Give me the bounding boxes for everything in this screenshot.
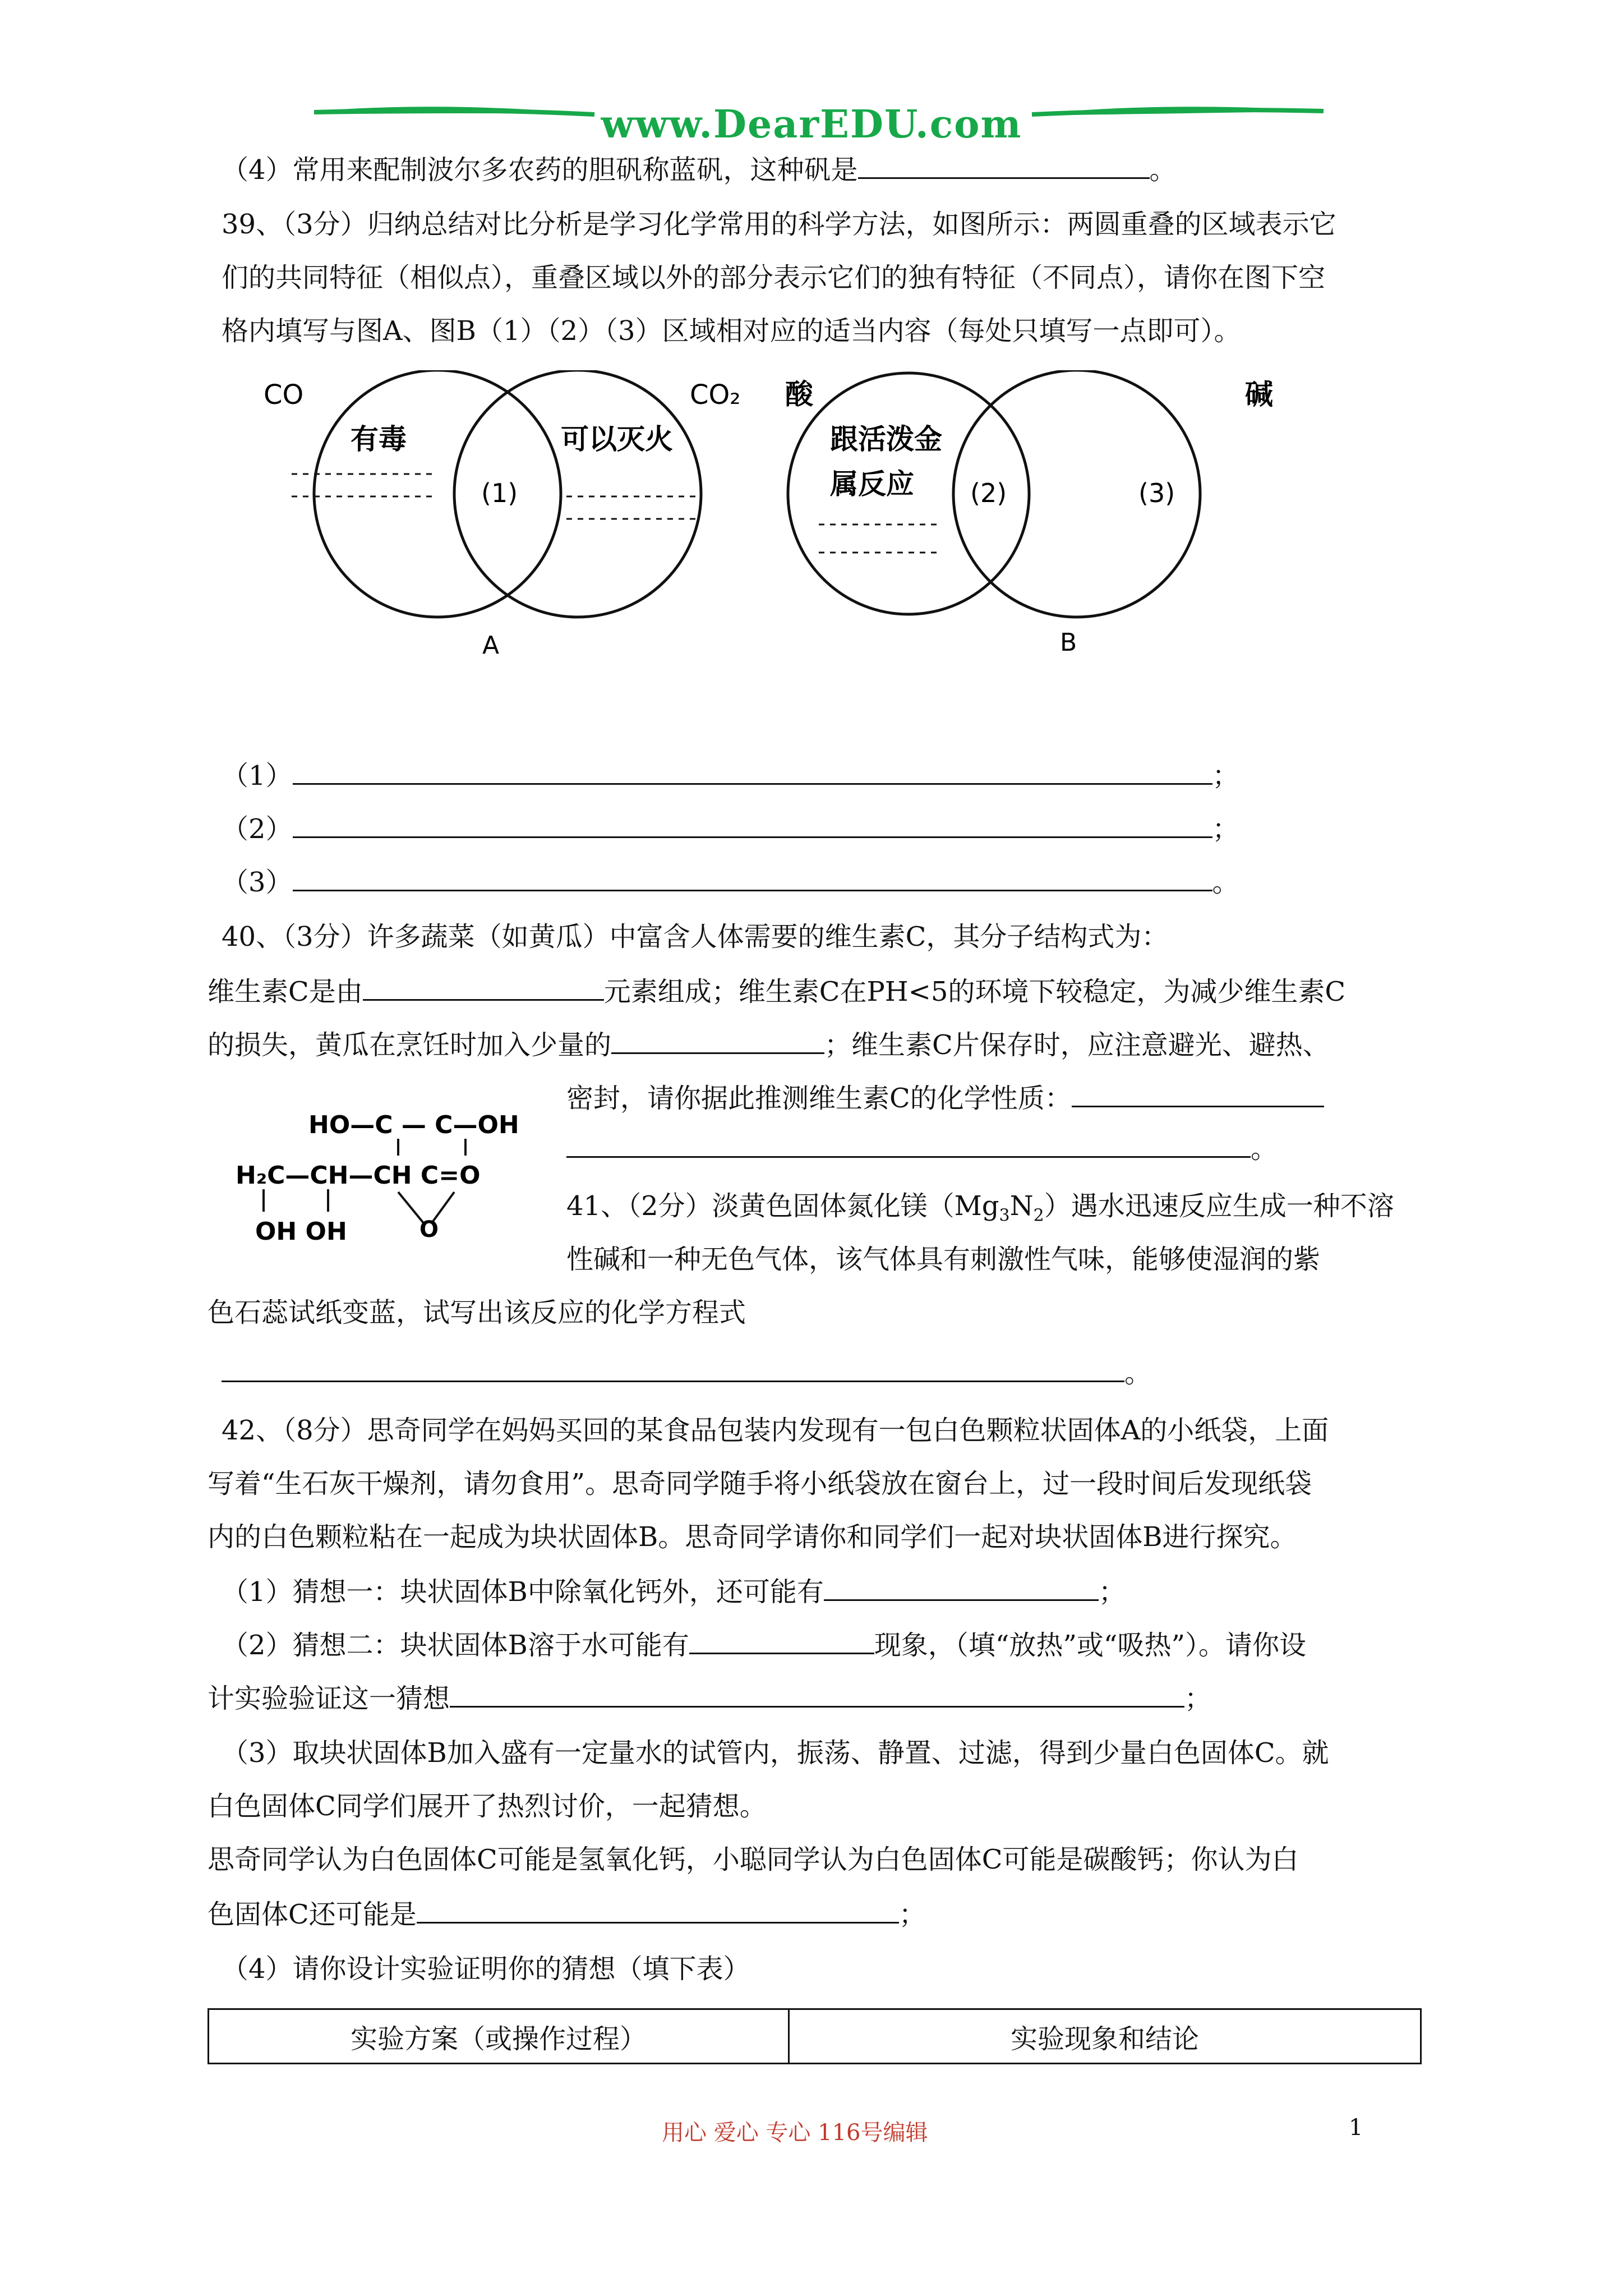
q40-line4-text: 密封，请你据此推测维生素C的化学性质：: [566, 1083, 1072, 1114]
venn-a-left-circle: [314, 370, 561, 617]
q39-answer-3-blank[interactable]: [293, 864, 1212, 891]
q40-property-blank-1[interactable]: [1072, 1080, 1324, 1107]
venn-b-right: (3): [1138, 478, 1175, 508]
q40-line2-b: 元素组成；维生素C在PH<5的环境下较稳定，为减少维生素C: [603, 976, 1346, 1007]
venn-a-left-text: 有毒: [351, 423, 407, 455]
q42-item2-cont: [208, 1680, 1211, 1715]
q38-item4-text: （4）常用来配制波尔多农药的胆矾称蓝矾，这种矾是: [222, 154, 858, 186]
q41-line4-end: 。: [1124, 1358, 1152, 1389]
venn-a: [264, 370, 741, 660]
structure-row1: HO—C — C—OH: [308, 1111, 519, 1139]
q39-line1: 39、（3分）归纳总结对比分析是学习化学常用的科学方法，如图所示：两圆重叠的区域表示它: [222, 209, 1336, 240]
q40-line1: 40、（3分）许多蔬菜（如黄瓜）中富含人体需要的维生素C，其分子结构式为：: [222, 921, 1169, 953]
experiment-result-header: 实验现象和结论: [789, 2009, 1421, 2064]
q38-item4-blank[interactable]: [858, 151, 1150, 179]
q40-line3-b: ；维生素C片保存时，应注意避光、避热、: [824, 1029, 1330, 1061]
q42-item2-text-b: 现象，（填“放热”或“吸热”）。请你设: [874, 1630, 1306, 1661]
q40-line2-a: 维生素C是由: [208, 976, 363, 1007]
venn-a-center: (1): [481, 478, 518, 508]
q41-sub2: 2: [1033, 1205, 1044, 1226]
q39-answer-2-end: ；: [1212, 813, 1239, 845]
vitamin-c-structure: [230, 1099, 544, 1285]
q42-item2-text-c: 计实验验证这一猜想: [208, 1683, 450, 1714]
q41-line4: [222, 1355, 1151, 1390]
q42-item2-text-a: （2）猜想二：块状固体B溶于水可能有: [222, 1630, 689, 1661]
q40-line2: [208, 973, 1345, 1009]
q42-item1-end: ；: [1098, 1576, 1126, 1608]
q42-item3-text: 色固体C还可能是: [208, 1899, 417, 1930]
q42-item1: [222, 1573, 1126, 1609]
experiment-plan-header: 实验方案（或操作过程）: [209, 2009, 789, 2064]
footer-editor-text: 用心 爱心 专心 116号编辑: [662, 2120, 928, 2146]
q40-additive-blank[interactable]: [611, 1027, 824, 1054]
q39-answer-1-end: ；: [1212, 760, 1239, 792]
venn-b-center: (2): [970, 478, 1007, 508]
q42-item2-end: ；: [1184, 1683, 1212, 1714]
venn-b-left-text-2: 属反应: [830, 468, 914, 500]
q40-line3-a: 的损失，黄瓜在烹饪时加入少量的: [208, 1029, 612, 1061]
q41-equation-blank[interactable]: [222, 1355, 1124, 1382]
q40-line3: [208, 1027, 1330, 1062]
venn-b: [785, 370, 1273, 657]
structure-row3: OH OH: [255, 1217, 347, 1246]
q39-answer-3-end: 。: [1212, 867, 1239, 898]
venn-b-caption: B: [1060, 628, 1077, 657]
q42-item2: [222, 1627, 1306, 1662]
q42-item1-text: （1）猜想一：块状固体B中除氧化钙外，还可能有: [222, 1576, 824, 1608]
q41-line1-b: ）遇水迅速反应生成一种不溶: [1044, 1190, 1394, 1222]
q39-answer-1: [222, 757, 1239, 793]
q39-answer-3: [222, 864, 1239, 899]
venn-a-right-text: 可以灭火: [561, 423, 673, 455]
q42-item4: （4）请你设计实验证明你的猜想（填下表）: [222, 1953, 750, 1985]
q41-line1-a: 41、（2分）淡黄色固体氮化镁（Mg: [566, 1190, 999, 1222]
q41-sub1: 3: [999, 1205, 1010, 1226]
q41-mid: N: [1009, 1190, 1034, 1222]
q39-line2: 们的共同特征（相似点），重叠区域以外的部分表示它们的独有特征（不同点），请你在图下空: [222, 262, 1326, 293]
q42-item3-line3: 思奇同学认为白色固体C可能是氢氧化钙，小聪同学认为白色固体C可能是碳酸钙；你认为白: [208, 1844, 1299, 1875]
q42-item1-blank[interactable]: [824, 1573, 1099, 1601]
site-logo-text[interactable]: www.DearEDU.com: [601, 102, 1022, 147]
structure-ring-oxygen: O: [419, 1217, 439, 1243]
q42-item3-line1: （3）取块状固体B加入盛有一定量水的试管内，振荡、静置、过滤，得到少量白色固体C。就: [222, 1737, 1329, 1769]
venn-a-right-label: CO₂: [690, 379, 741, 411]
q39-answer-2-blank[interactable]: [293, 811, 1212, 838]
q39-line3: 格内填写与图A、图B（1）（2）（3）区域相对应的适当内容（每处只填写一点即可）。: [222, 315, 1241, 347]
q40-line5-end: 。: [1251, 1133, 1278, 1165]
q40-line4: [566, 1080, 1324, 1115]
q38-item4-end: 。: [1149, 154, 1177, 186]
q41-line3: 色石蕊试纸变蓝，试写出该反应的化学方程式: [208, 1297, 746, 1328]
experiment-table: [208, 2008, 1422, 2064]
venn-diagrams: [247, 370, 1335, 684]
q38-item4: [222, 151, 1177, 187]
q39-answer-2-label: （2）: [222, 813, 293, 845]
q42-line1: 42、（8分）思奇同学在妈妈买回的某食品包装内发现有一包白色颗粒状固体A的小纸袋，上面: [222, 1415, 1329, 1446]
q40-line5: [566, 1130, 1278, 1166]
q42-item3-line2: 白色固体C同学们展开了热烈讨价，一起猜想。: [208, 1791, 767, 1822]
q42-item3-blank[interactable]: [417, 1896, 899, 1924]
q39-answer-1-blank[interactable]: [293, 757, 1212, 785]
venn-b-left-text-1: 跟活泼金: [830, 423, 942, 455]
venn-a-caption: A: [482, 631, 500, 660]
q42-item3-end: ；: [898, 1899, 926, 1930]
q40-elements-blank[interactable]: [363, 973, 604, 1001]
q42-item2-verify-blank[interactable]: [450, 1680, 1184, 1708]
q42-line3: 内的白色颗粒粘在一起成为块状固体B。思奇同学请你和同学们一起对块状固体B进行探究。: [208, 1521, 1297, 1553]
experiment-table-header-row: [209, 2009, 1421, 2064]
venn-b-right-label: 碱: [1245, 378, 1273, 411]
q39-answer-3-label: （3）: [222, 867, 293, 898]
q40-property-blank-2[interactable]: [566, 1130, 1251, 1158]
structure-row2: H₂C—CH—CH C=O: [236, 1161, 481, 1190]
q42-line2: 写着“生石灰干燥剂，请勿食用”。思奇同学随手将小纸袋放在窗台上，过一段时间后发现纸袋: [208, 1468, 1312, 1499]
page-number: 1: [1349, 2115, 1363, 2141]
q41-line2: 性碱和一种无色气体，该气体具有刺激性气味，能够使湿润的紫: [566, 1244, 1321, 1275]
q42-item2-blank[interactable]: [689, 1627, 874, 1654]
venn-a-left-label: CO: [264, 379, 304, 411]
q39-answer-1-label: （1）: [222, 760, 293, 792]
venn-b-left-label: 酸: [785, 378, 813, 411]
q42-item3-line4: [208, 1896, 926, 1931]
q41-line1: [566, 1189, 1394, 1233]
q39-answer-2: [222, 811, 1239, 846]
